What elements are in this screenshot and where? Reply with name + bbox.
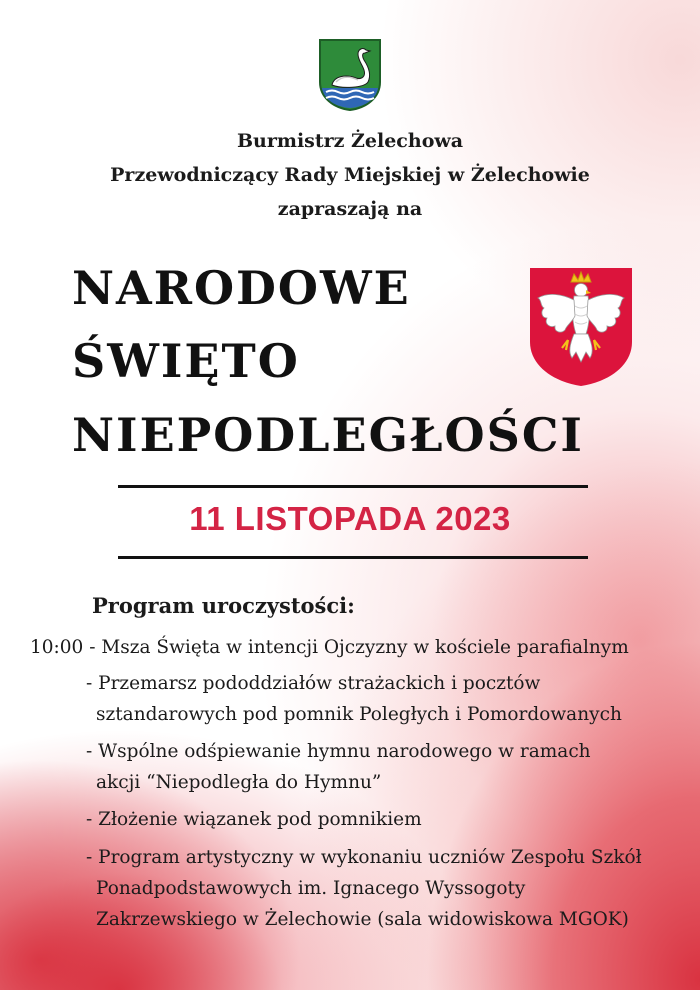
- white-eagle-emblem-icon: [528, 266, 634, 388]
- program-item-mass: 10:00 - Msza Święta w intencji Ojczyzny w kościele parafialnym: [30, 637, 629, 658]
- program-item-text: Ponadpodstawowych im. Ignacego Wyssogoty: [96, 878, 526, 899]
- program-item-wreaths: [86, 804, 422, 835]
- date-bottom-rule: [118, 556, 588, 559]
- program-item-text: akcji “Niepodległa do Hymnu”: [96, 772, 382, 793]
- swan-coat-of-arms-icon: [318, 38, 382, 112]
- program-item-text: - Przemarsz pododdziałów strażackich i pocztów: [86, 673, 541, 694]
- program-item-text: - Złożenie wiązanek pod pomnikiem: [86, 809, 422, 830]
- program-item-march: [86, 668, 622, 730]
- program-item-text: - Program artystyczny w wykonaniu uczniów Zespołu Szkół: [86, 847, 642, 868]
- event-title-line-3: NIEPODLEGŁOŚCI: [72, 408, 584, 462]
- inviter-council-chair: Przewodniczący Rady Miejskiej w Żelechowie: [110, 164, 590, 186]
- program-item-anthem: [86, 736, 591, 798]
- event-date: 11 LISTOPADA 2023: [189, 500, 511, 537]
- event-title-line-1: NARODOWE: [72, 261, 411, 315]
- program-heading: Program uroczystości:: [92, 593, 355, 618]
- program-item-text: Zakrzewskiego w Żelechowie (sala widowiskowa MGOK): [96, 909, 629, 930]
- invitation-phrase: zapraszają na: [277, 198, 423, 220]
- inviter-mayor: Burmistrz Żelechowa: [236, 130, 464, 152]
- program-item-text: sztandarowych pod pomnik Poległych i Pomordowanych: [96, 704, 622, 725]
- program-item-text: - Wspólne odśpiewanie hymnu narodowego w ramach: [86, 741, 591, 762]
- event-title-line-2: ŚWIĘTO: [72, 334, 300, 388]
- date-top-rule: [118, 485, 588, 488]
- program-item-artistic: [86, 842, 642, 935]
